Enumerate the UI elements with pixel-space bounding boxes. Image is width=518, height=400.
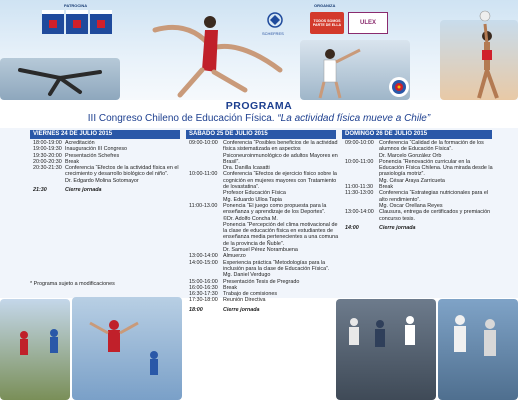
schedule-time: 14:00 bbox=[345, 224, 359, 231]
ulex-logo bbox=[348, 12, 388, 34]
ulex-text: ULEX bbox=[359, 20, 376, 26]
closing-label: Cierre jornada bbox=[223, 306, 260, 313]
schedule-row bbox=[33, 178, 183, 184]
schedule-time: 14:00-15:00 bbox=[189, 259, 218, 266]
schedule-activity: Break bbox=[223, 284, 238, 291]
tennis-player-illustration bbox=[300, 40, 380, 100]
day-heading-sunday: DOMINGO 26 DE JULIO 2015 bbox=[342, 130, 492, 139]
schedule-column-friday bbox=[33, 140, 183, 193]
schedule-time: 10:00-11:00 bbox=[189, 171, 218, 178]
schedule-activity: Acreditación bbox=[65, 140, 95, 146]
schedule-activity: Ponencia “El juego como propuesta para la enseñanza y aprendizaje de los Deportes”. bbox=[223, 202, 327, 216]
schedule-time bbox=[189, 222, 223, 247]
schedule-row bbox=[189, 203, 339, 216]
schedule-time: 13:00-14:00 bbox=[189, 253, 218, 260]
schedule-activity: Conferencia “Posibles beneficios de la actividad física sistematizada en aspectos Psiconeuroinmunológico de adultos Mayores en Brasil”. bbox=[223, 140, 338, 165]
schedule-time: 09:00-10:00 bbox=[189, 140, 218, 146]
schedule-activity: Almuerzo bbox=[223, 253, 246, 260]
schedule-row bbox=[345, 159, 495, 178]
schedule-column-sunday bbox=[345, 140, 495, 231]
schedule-activity: Ponencia “Percepción del clima motivacional de la clase de educación física en estudiantes de enseñanza media pertenecientes a una comuna de la provincia de Ñuble”. bbox=[223, 221, 339, 247]
schedule-row bbox=[189, 140, 339, 165]
schedule-activity: Dr. Samuel Pérez Norambuena bbox=[223, 247, 298, 254]
schedule-activity: Clausura, entrega de certificados y premiación concurso tesis. bbox=[379, 209, 491, 222]
sponsor-logo-3 bbox=[90, 10, 112, 34]
day-heading-friday: VIERNES 24 DE JULIO 2015 bbox=[30, 130, 180, 139]
gymnast-illustration bbox=[150, 0, 300, 100]
organiza-label: ORGANIZA bbox=[314, 3, 336, 8]
schedule-row bbox=[33, 187, 183, 193]
volleyball-player-illustration bbox=[455, 10, 515, 100]
schedule-activity: Dr. Marcelo González Orb bbox=[379, 152, 442, 159]
schedule-row bbox=[345, 209, 495, 222]
archery-target-icon bbox=[388, 76, 410, 98]
schedule-activity: Break bbox=[65, 158, 80, 165]
schedule-time: 18:00 bbox=[189, 306, 203, 313]
schedule-activity: Conferencia “Estrategias nutricionales para el alto rendimiento”. bbox=[379, 190, 489, 203]
schedule-activity: Presentación Schefres bbox=[65, 152, 120, 159]
schedule-time: 16:00-16:30 bbox=[189, 284, 218, 291]
schedule-row bbox=[189, 222, 339, 247]
schedule-activity: Dr. Edgardo Molina Sotomayor bbox=[65, 177, 139, 184]
schedule-time: 11:00-11:30 bbox=[345, 184, 373, 191]
schedule-time: 11:00-13.00 bbox=[189, 202, 218, 209]
schedule-activity: Mg. César Araya Zarricueta bbox=[379, 177, 445, 184]
schedule-note: * Programa sujeto a modificaciones bbox=[30, 281, 115, 287]
schedule-time: 10:00-11:00 bbox=[345, 158, 374, 165]
congress-title bbox=[0, 112, 518, 125]
header-banner bbox=[0, 0, 518, 100]
schedule-activity: Profesor Educación Física bbox=[223, 190, 286, 197]
schefres-text: SCHEFRES bbox=[262, 31, 284, 36]
schedule-activity: Trabajo de comisiones bbox=[223, 291, 278, 298]
schedule-activity: Mg. Oscar Orellana Reyes bbox=[379, 202, 443, 209]
schedule-activity: Reunión Directiva bbox=[223, 297, 266, 304]
schedule-time: 13:00-14:00 bbox=[345, 209, 374, 216]
schedule-row bbox=[345, 190, 495, 203]
parte-de-ella-logo bbox=[310, 12, 344, 34]
schedule-activity: Mg. Daniel Verdugo bbox=[223, 272, 271, 279]
schedule-activity: Experiencia práctica “Metodologías para la inclusión para la clase de Educación Física”. bbox=[223, 259, 330, 272]
schedule-activity: Conferencia “Efectos de la actividad física en el crecimiento y desarrollo biológico del niño”. bbox=[65, 165, 179, 178]
congress-tagline: “La actividad física mueve a Chile” bbox=[277, 113, 431, 124]
schedule-row bbox=[33, 165, 183, 178]
runners-illustration bbox=[340, 312, 516, 400]
bottom-photo-strip bbox=[0, 297, 518, 400]
title-section bbox=[0, 100, 518, 128]
schedule-time: 20:30-21:30 bbox=[33, 165, 62, 172]
schedule-time: 11:30-13:00 bbox=[345, 190, 374, 197]
schedule-time: 20:00-20:30 bbox=[33, 158, 62, 165]
schedule-activity: Mg. Eduardo Ulloa Tapia bbox=[223, 196, 282, 203]
schedule-column-saturday bbox=[189, 140, 339, 313]
schedule-row bbox=[189, 260, 339, 273]
schedule-activity: Ponencia “Renovación curricular en la Educación Física Chilena. Una mirada desde la praxiología motriz”. bbox=[379, 158, 493, 178]
schedule-row bbox=[345, 140, 495, 153]
page-title: PROGRAMA bbox=[225, 100, 293, 112]
schedule-activity: Conferencia “Calidad de la formación de los alumnos de Educación Física”. bbox=[379, 140, 484, 153]
schedule-activity: Conferencia “Efectos de ejercicio físico sobre la cognición en mujeres mayores con Tratamiento de lovastatina”. bbox=[223, 171, 337, 191]
schedule-time: 18:00-19:00 bbox=[33, 140, 62, 146]
kids-playing-illustration bbox=[4, 315, 180, 395]
schedule-time: 19:00-19:30 bbox=[33, 146, 62, 153]
schedule-time: 19:30-20:00 bbox=[33, 152, 62, 159]
schedule-activity: Break bbox=[379, 184, 394, 191]
schedule-row bbox=[345, 225, 495, 231]
closing-label: Cierre jornada bbox=[379, 224, 416, 231]
schedule-time bbox=[33, 178, 65, 184]
day-heading-saturday: SÁBADO 25 DE JULIO 2015 bbox=[186, 130, 336, 139]
schedule-time: 17:30-18:00 bbox=[189, 297, 218, 304]
schedule-time: 09:00-10:00 bbox=[345, 140, 374, 146]
parte-de-ella-text: TODOS SOMOS PARTE DE ELLA bbox=[312, 19, 342, 27]
congress-name: III Congreso Chileno de Educación Física. bbox=[87, 113, 275, 124]
patrocina-label: PATROCINA bbox=[64, 3, 88, 8]
schedule-time: 21:30 bbox=[33, 187, 47, 194]
sponsor-logo-2 bbox=[66, 10, 88, 34]
schedule-time: 15:00-16:00 bbox=[189, 278, 218, 285]
schedule-activity: Presentación Tesis de Pregrado bbox=[223, 278, 300, 285]
schedule-time: 16:30-17:30 bbox=[189, 291, 218, 298]
closing-label: Cierre jornada bbox=[65, 187, 102, 194]
schedule-row bbox=[189, 171, 339, 190]
schedule-activity: Inauguración III Congreso bbox=[65, 146, 128, 153]
sponsor-logo-1 bbox=[42, 10, 64, 34]
schedule-activity: ©Dr. Adolfo Concha M. bbox=[223, 215, 278, 222]
runner-illustration bbox=[10, 60, 110, 100]
schedule-activity: Dra. Danilla Icasatti bbox=[223, 165, 270, 172]
